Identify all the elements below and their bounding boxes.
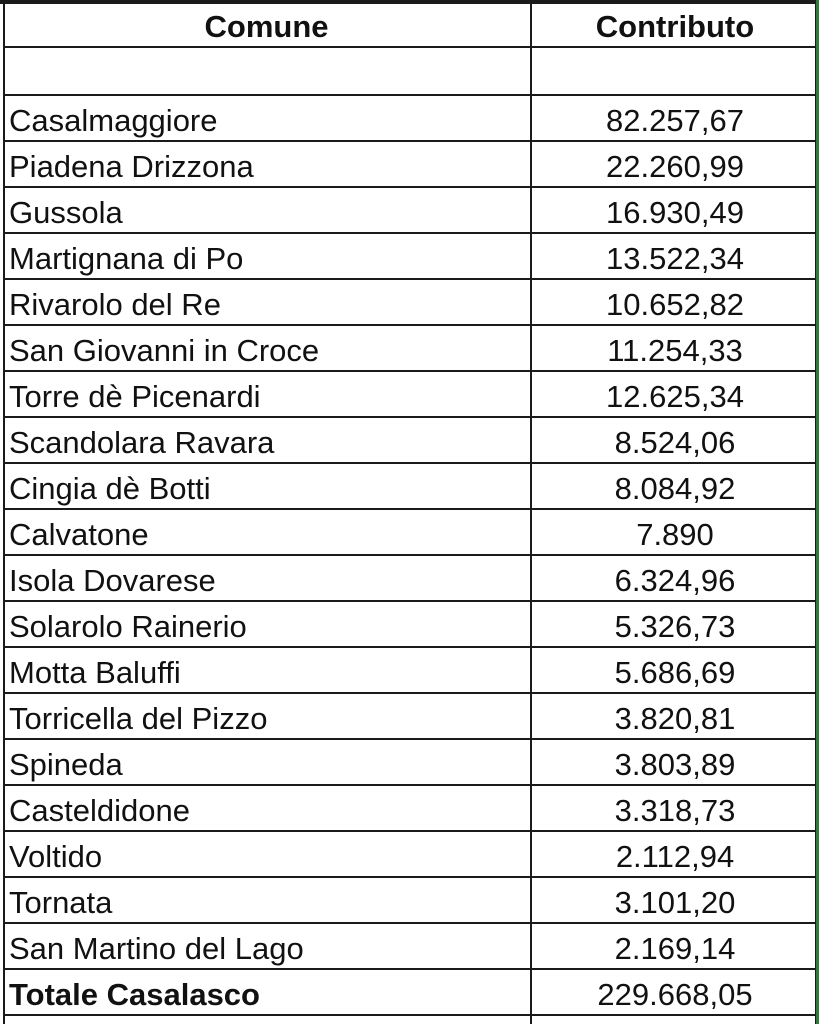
contributo-cell[interactable]: 3.318,73 — [614, 793, 736, 828]
contributo-cell[interactable]: 3.101,20 — [614, 885, 736, 920]
table-row — [3, 648, 817, 694]
comune-cell[interactable]: Rivarolo del Re — [9, 287, 221, 322]
table-row — [3, 878, 817, 924]
comune-cell[interactable]: Torre dè Picenardi — [9, 379, 261, 414]
comune-cell[interactable]: Casalmaggiore — [9, 103, 218, 138]
header-contributo[interactable]: Contributo — [595, 9, 755, 44]
comune-cell[interactable]: San Giovanni in Croce — [9, 333, 320, 368]
table-row — [3, 786, 817, 832]
table-row — [3, 372, 817, 418]
contributo-cell[interactable]: 3.820,81 — [614, 701, 736, 736]
comune-cell[interactable]: Calvatone — [9, 517, 149, 552]
contributo-cell[interactable]: 8.524,06 — [614, 425, 736, 460]
total-label[interactable]: Totale Casalasco — [9, 977, 260, 1012]
contributo-cell[interactable]: 6.324,96 — [614, 563, 736, 598]
table-row — [3, 142, 817, 188]
table-row — [3, 924, 817, 970]
table-row — [3, 556, 817, 602]
comune-cell[interactable]: Spineda — [9, 747, 123, 782]
comune-cell[interactable]: Martignana di Po — [9, 241, 244, 276]
empty-row — [3, 48, 817, 96]
comune-cell[interactable]: Tornata — [9, 885, 113, 920]
table-row — [3, 280, 817, 326]
contributo-cell[interactable]: 82.257,67 — [606, 103, 744, 138]
comune-cell[interactable]: Cingia dè Botti — [9, 471, 211, 506]
comune-cell[interactable]: Isola Dovarese — [9, 563, 216, 598]
comune-cell[interactable]: Casteldidone — [9, 793, 190, 828]
contributo-cell[interactable]: 13.522,34 — [606, 241, 744, 276]
comune-cell[interactable]: Scandolara Ravara — [9, 425, 275, 460]
header-row — [3, 4, 817, 48]
table-row — [3, 326, 817, 372]
contributo-cell[interactable]: 22.260,99 — [606, 149, 744, 184]
comune-cell[interactable]: Solarolo Rainerio — [9, 609, 247, 644]
contributo-cell[interactable]: 2.169,14 — [614, 931, 736, 966]
table-row — [3, 694, 817, 740]
table-row — [3, 188, 817, 234]
table-row — [3, 418, 817, 464]
comune-cell[interactable]: San Martino del Lago — [9, 931, 304, 966]
empty-cell-value[interactable] — [532, 48, 818, 92]
comune-cell[interactable]: Gussola — [9, 195, 123, 230]
contributo-cell[interactable]: 5.326,73 — [614, 609, 736, 644]
empty-cell-name[interactable] — [9, 48, 524, 92]
table-row — [3, 510, 817, 556]
contributo-cell[interactable]: 11.254,33 — [607, 333, 743, 368]
table-row — [3, 832, 817, 878]
comune-cell[interactable]: Torricella del Pizzo — [9, 701, 268, 736]
contributo-cell[interactable]: 8.084,92 — [614, 471, 736, 506]
comune-cell[interactable]: Piadena Drizzona — [9, 149, 254, 184]
table-row — [3, 602, 817, 648]
comune-cell[interactable]: Voltido — [9, 839, 103, 874]
grid-line-middle — [530, 0, 532, 1024]
contributo-cell[interactable]: 5.686,69 — [614, 655, 736, 690]
contributo-cell[interactable]: 7.890 — [636, 517, 714, 552]
contributo-cell[interactable]: 12.625,34 — [606, 379, 744, 414]
contributo-cell[interactable]: 2.112,94 — [615, 839, 735, 874]
table-row — [3, 464, 817, 510]
contributo-cell[interactable]: 10.652,82 — [606, 287, 744, 322]
comune-cell[interactable]: Motta Baluffi — [9, 655, 181, 690]
total-value[interactable]: 229.668,05 — [597, 977, 753, 1012]
header-comune[interactable]: Comune — [204, 9, 329, 44]
table-row — [3, 234, 817, 280]
table-row — [3, 740, 817, 786]
contributo-cell[interactable]: 16.930,49 — [606, 195, 744, 230]
grid-line-left — [3, 0, 5, 1024]
table-row — [3, 96, 817, 142]
contributo-cell[interactable]: 3.803,89 — [614, 747, 736, 782]
total-row — [3, 970, 817, 1016]
